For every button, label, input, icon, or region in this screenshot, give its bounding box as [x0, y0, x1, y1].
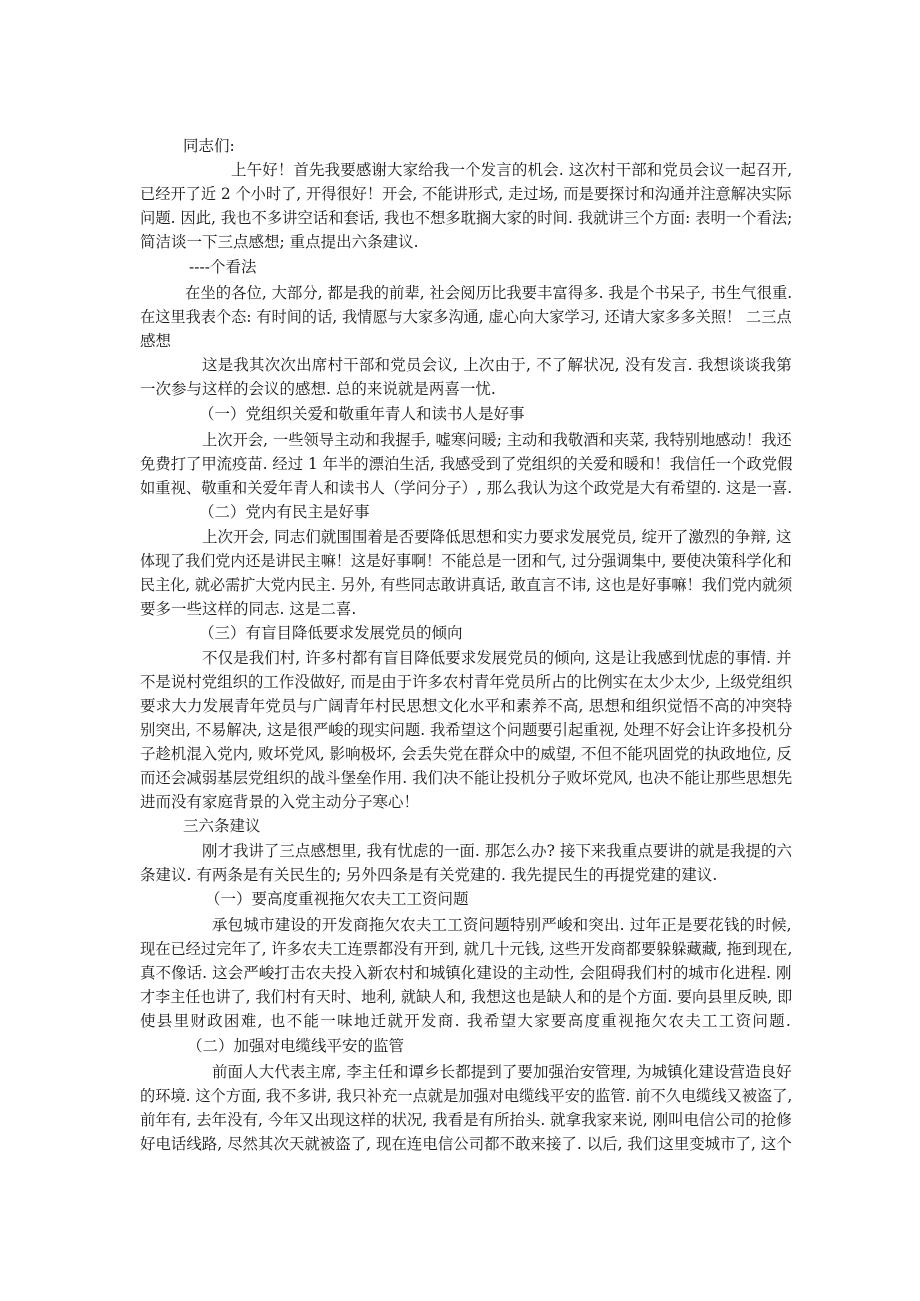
salutation: 同志们:: [183, 137, 235, 155]
paragraph-line: 现在已经过完年了, 许多农夫工连票都没有开到, 就几十元钱, 这些开发商都要躲躲藏藏, 拖到现在,: [140, 940, 793, 958]
paragraph-line: 刚才我讲了三点感想里, 我有忧虑的一面. 那怎么办? 接下来我重点要讲的就是我提的六: [202, 842, 792, 860]
paragraph-line: 上次开会, 同志们就围围着是否要降低思想和实力要求发展党员, 绽开了激烈的争辩, 这: [202, 528, 792, 546]
paragraph-line: 要求大力发展青年党员与广阔青年村民思想文化水平和素养不高, 思想和组织觉悟不高的冲突特: [140, 697, 793, 715]
paragraph-line: 子趁机混入党内, 败坏党风, 影响极坏, 会丢失党在群众中的威望, 不但不能巩固党的执政地位, 反: [140, 745, 792, 763]
paragraph-line: 上午好！首先我要感谢大家给我一个发言的机会. 这次村干部和党员会议一起召开,: [231, 161, 793, 179]
paragraph-line: 才李主任也讲了, 我们村有天时、地利, 就缺人和, 我想这也是缺人和的是个方面. 要向县里反映, 即: [140, 988, 793, 1006]
paragraph-line: 问题. 因此, 我也不多讲空话和套话, 我也不想多耽搁大家的时间. 我就讲三个方面: 表明一个看法;: [140, 209, 793, 227]
paragraph-line: 要多一些这样的同志. 这是二喜.: [140, 600, 357, 618]
paragraph-line: 条建议. 有两条是有关民生的; 另外四条是有关党建的. 我先提民生的再提党建的建议.: [140, 866, 718, 884]
paragraph-line: 已经开了近 2 个小时了, 开得很好！开会, 不能讲形式, 走过场, 而是要探讨和沟通并注意解决实际: [140, 185, 792, 203]
paragraph-line: 在这里我表个态: 有时间的话, 我情愿与大家多沟通, 虚心向大家学习, 还请大家多多关照！ 二三点: [140, 308, 792, 326]
paragraph-line: 不是说村党组织的工作没做好, 而是由于许多农村青年党员所占的比例实在太少太少, 上级党组织: [140, 673, 793, 691]
paragraph-line: 上次开会, 一些领导主动和我握手, 嘘寒问暖; 主动和我敬酒和夹菜, 我特别地感动！我还: [202, 431, 792, 449]
paragraph-line: 的环境. 这个方面, 我不多讲, 我只补充一点就是加强对电缆线平安的监管. 前不久电缆线又被盗了,: [140, 1087, 793, 1105]
paragraph-line: 不仅是我们村, 许多村都有盲目降低要求发展党员的倾向, 这是让我感到忧虑的事情. 并: [202, 649, 792, 667]
subsection-heading: （二）加强对电缆线平安的监管: [187, 1037, 405, 1055]
subsection-heading: （一）要高度重视拖欠农夫工工资问题: [205, 890, 469, 908]
paragraph-line: 体现了我们党内还是讲民主嘛！这是好事啊！不能总是一团和气, 过分强调集中, 要使决策科学化和: [140, 552, 792, 570]
paragraph-line: 在坐的各位, 大部分, 都是我的前辈, 社会阅历比我要丰富得多. 我是个书呆子, 书生气很重.: [185, 284, 793, 302]
paragraph-line: 承包城市建设的开发商拖欠农夫工工资问题特别严峻和突出. 过年正是要花钱的时候,: [212, 916, 792, 934]
subsection-heading: （二）党内有民主是好事: [199, 503, 370, 521]
paragraph-line: 这是我其次次出席村干部和党员会议, 上次由于, 不了解状况, 没有发言. 我想谈谈我第: [202, 356, 792, 374]
subsection-heading: （一）党组织关爱和敬重年青人和读书人是好事: [199, 405, 525, 423]
section-heading: 感想: [140, 332, 172, 350]
paragraph-line: 民主化, 就必需扩大党内民主. 另外, 有些同志敢讲真话, 敢直言不讳, 这也是好事嘛！我们党内就须: [140, 576, 793, 594]
paragraph-line: 如重视、敬重和关爱年青人和读书人（学问分子）, 那么我认为这个政党是大有希望的. 这是一喜.: [140, 479, 793, 497]
subsection-heading: （三）有盲目降低要求发展党员的倾向: [199, 624, 463, 642]
paragraph-line: 前面人大代表主席, 李主任和谭乡长都提到了要加强治安管理, 为城镇化建设营造良好: [212, 1063, 792, 1081]
section-heading: ----个看法: [189, 258, 257, 276]
paragraph-line: 好电话线路, 尽然其次天就被盗了, 现在连电信公司都不敢来接了. 以后, 我们这里变城市了, 这个: [140, 1135, 792, 1153]
paragraph-line: 真不像话. 这会严峻打击农夫投入新农村和城镇化建设的主动性, 会阻碍我们村的城市化进程. 刚: [140, 964, 792, 982]
paragraph-line: 一次参与这样的会议的感想. 总的来说就是两喜一忧.: [140, 380, 496, 398]
paragraph-line: 而还会减弱基层党组织的战斗堡垒作用. 我们决不能让投机分子败坏党风, 也决不能让那些思想先: [140, 769, 793, 787]
paragraph-line: 进而没有家庭背景的入党主动分子寒心！: [140, 793, 420, 811]
paragraph-line: 别突出, 不易解决, 这是很严峻的现实问题. 我希望这个问题要引起重视, 处理不好会让许多投机分: [140, 721, 793, 739]
paragraph-line: 使县里财政困难, 也不能一味地迁就开发商. 我希望大家要高度重视拖欠农夫工工资问题.: [140, 1012, 793, 1030]
paragraph-line: 简洁谈一下三点感想; 重点提出六条建议.: [140, 233, 419, 251]
paragraph-line: 前年有, 去年没有, 今年又出现这样的状况, 我看是有所抬头. 就拿我家来说, 刚叫电信公司的抢修: [140, 1111, 792, 1129]
section-heading: 三六条建议: [183, 817, 261, 835]
paragraph-line: 免费打了甲流疫苗. 经过 1 年半的漂泊生活, 我感受到了党组织的关爱和暖和！我信任一个政党假: [140, 455, 793, 473]
